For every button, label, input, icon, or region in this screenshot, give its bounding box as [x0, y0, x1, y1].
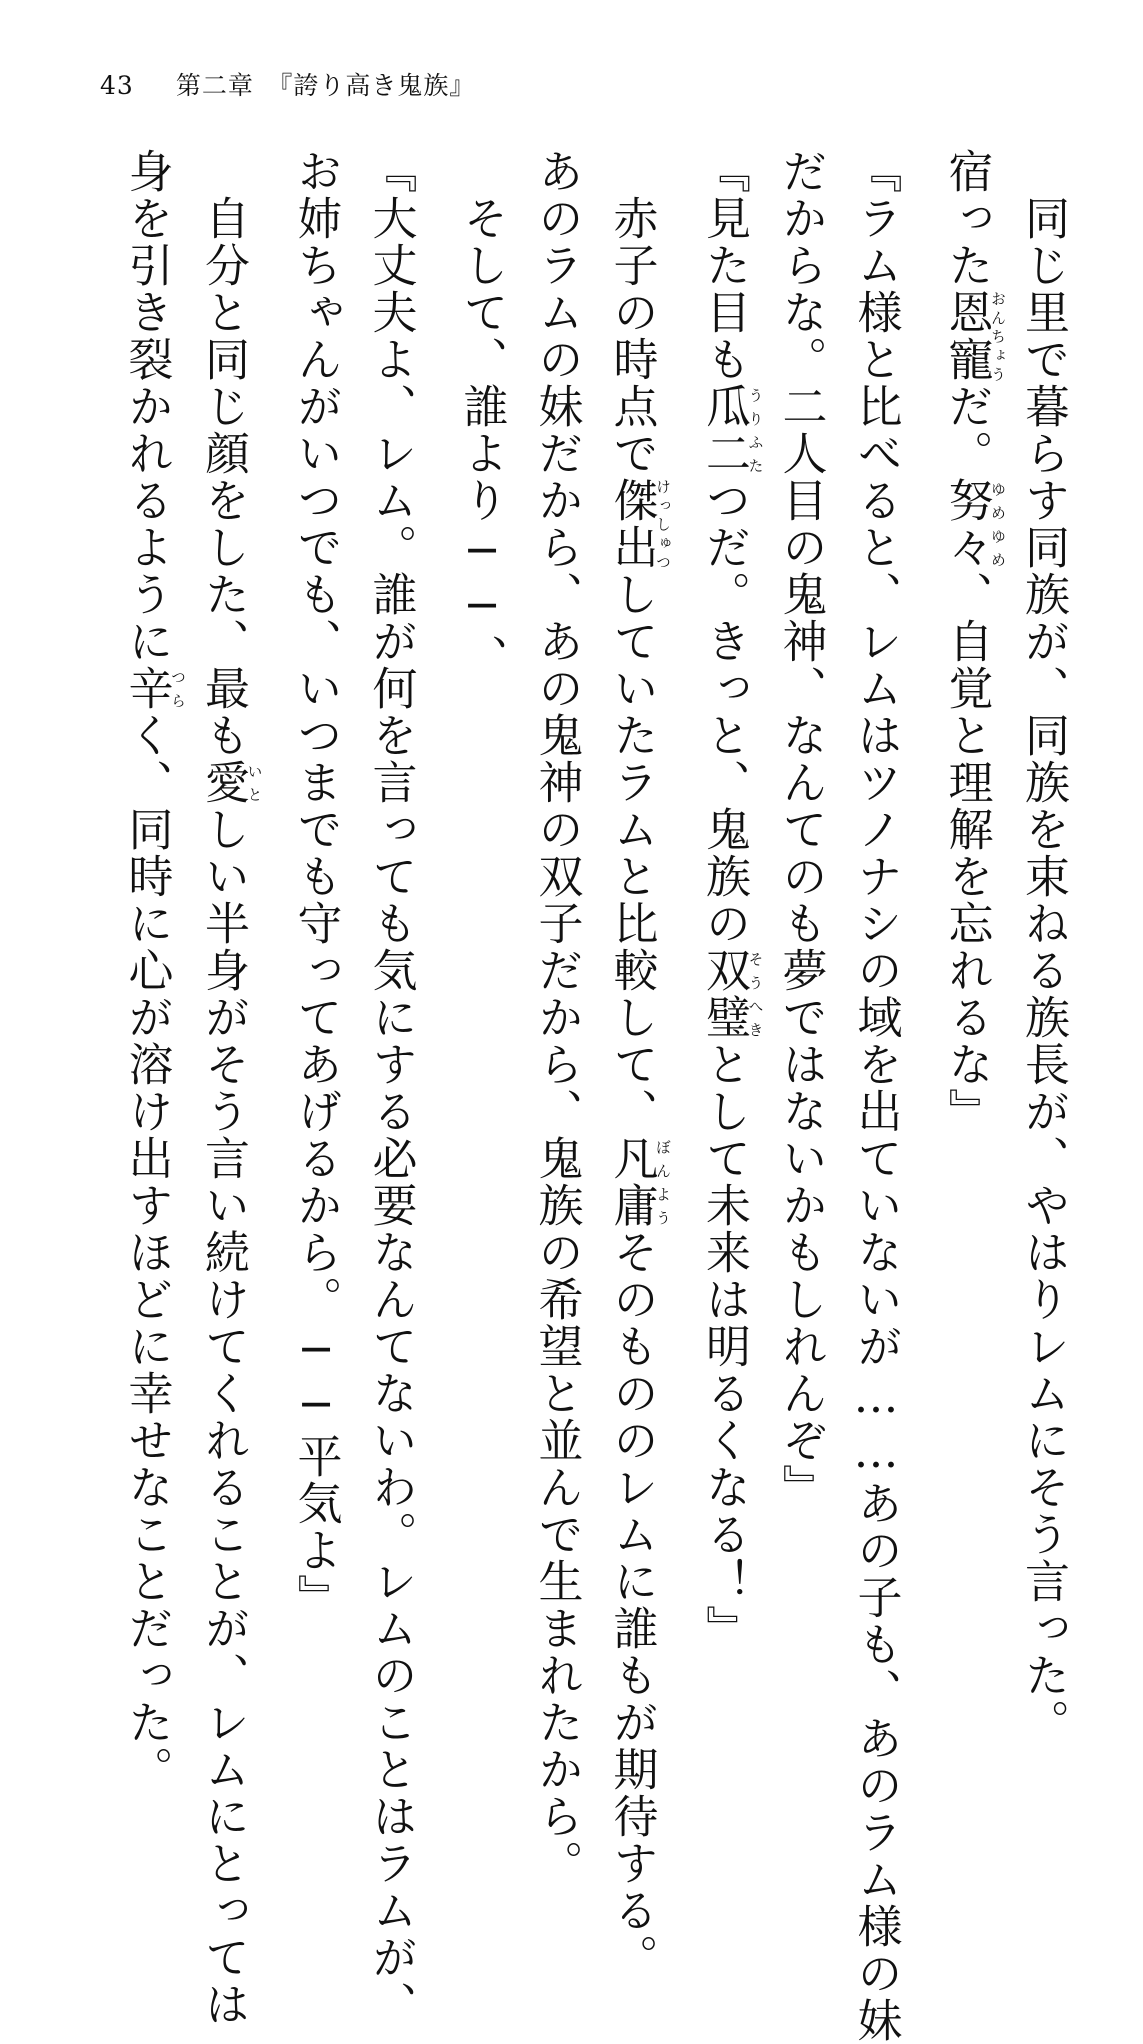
- ruby-base: 凡庸: [605, 1135, 659, 1229]
- text-line: [764, 148, 839, 1658]
- text-segment: あのラムの妹だから、あの鬼神の双子だから、鬼族の希望と並んで生まれたから。: [530, 148, 584, 1887]
- text-line: [354, 148, 429, 2028]
- ruby-base: 愛: [197, 759, 250, 806]
- text-line: [520, 148, 595, 1887]
- text-segment: く、同時に心が溶け出すほどに幸せなことだった。: [120, 712, 174, 1793]
- ruby-word: [698, 947, 765, 1041]
- text-segment: 宿った: [940, 148, 994, 289]
- ruby-reading: けっしゅつ: [654, 477, 672, 571]
- text-segment: 自分と同じ顔をした、最も: [197, 148, 250, 759]
- ruby-base: 瓜二: [698, 383, 751, 477]
- ruby-base: 辛: [120, 665, 174, 712]
- text-segment: しい半身がそう言い続けてくれることが、レムにとっては: [197, 806, 250, 2028]
- ruby-reading: うりふた: [746, 383, 765, 477]
- text-line: [279, 148, 354, 1658]
- ruby-word: [698, 383, 765, 477]
- text-segment: していたラムと比較して、: [605, 571, 659, 1135]
- ruby-base: 双璧: [698, 947, 751, 1041]
- ruby-reading: いと: [245, 759, 264, 806]
- text-segment: 赤子の時点で: [605, 148, 659, 477]
- ruby-word: [120, 665, 187, 712]
- text-line: [839, 148, 914, 2044]
- paragraph-gap: [263, 148, 279, 1658]
- vertical-body-text: [81, 148, 1081, 2044]
- text-segment: 『ラム様と比べると、レムはツノナシの域を出ていないが……あの子も、あのラム様の妹: [849, 148, 903, 2044]
- text-segment: お姉ちゃんがいつでも、いつまでも守ってあげるから。──平気よ』: [289, 148, 343, 1621]
- paragraph-gap: [671, 148, 687, 1658]
- text-segment: そして、誰より──、: [455, 148, 509, 681]
- ruby-word: [940, 477, 1007, 571]
- text-segment: 同じ里で暮らす同族が、同族を束ねる族長が、やはりレムにそう言った。: [1017, 148, 1070, 1746]
- ruby-reading: ぼんよう: [654, 1135, 672, 1229]
- text-segment: 身を引き裂かれるように: [120, 148, 174, 665]
- text-segment: だからな。二人目の鬼神、なんてのも夢ではないかもしれんぞ』: [774, 148, 828, 1511]
- ruby-reading: そうへき: [746, 947, 765, 1041]
- ruby-base: 傑出: [605, 477, 659, 571]
- paragraph-gap: [429, 148, 445, 1658]
- text-line: [445, 148, 520, 1658]
- ruby-word: [605, 477, 672, 571]
- text-line: [595, 148, 672, 1981]
- text-segment: そのもののレムに誰もが期待する。: [605, 1229, 659, 1981]
- text-segment: 『見た目も: [698, 148, 751, 383]
- running-header: [100, 66, 475, 102]
- text-segment: として未来は明るくなる！』: [698, 1041, 751, 1652]
- ruby-reading: つら: [169, 665, 187, 712]
- text-segment: つだ。きっと、鬼族の: [698, 477, 751, 947]
- ruby-reading: おんちょう: [989, 289, 1007, 383]
- text-line: [110, 148, 187, 1793]
- ruby-word: [940, 289, 1007, 383]
- page-number: 43: [100, 71, 134, 100]
- ruby-reading: ゆめゆめ: [989, 477, 1007, 571]
- text-segment: 、自覚と理解を忘れるな』: [940, 571, 994, 1135]
- text-line: [687, 148, 764, 1658]
- paragraph-gap: [914, 148, 930, 1658]
- text-line: [1006, 148, 1081, 1746]
- ruby-base: 努々: [940, 477, 994, 571]
- chapter-title: 第二章 『誇り高き鬼族』: [175, 71, 476, 100]
- ruby-word: [605, 1135, 672, 1229]
- ruby-word: [197, 759, 264, 806]
- text-segment: だ。: [940, 383, 994, 477]
- text-line: [186, 148, 264, 2028]
- text-segment: 『大丈夫よ、レム。誰が何を言っても気にする必要なんてないわ。レムのことはラムが、: [364, 148, 418, 2028]
- text-line: [930, 148, 1007, 1658]
- ruby-base: 恩寵: [940, 289, 994, 383]
